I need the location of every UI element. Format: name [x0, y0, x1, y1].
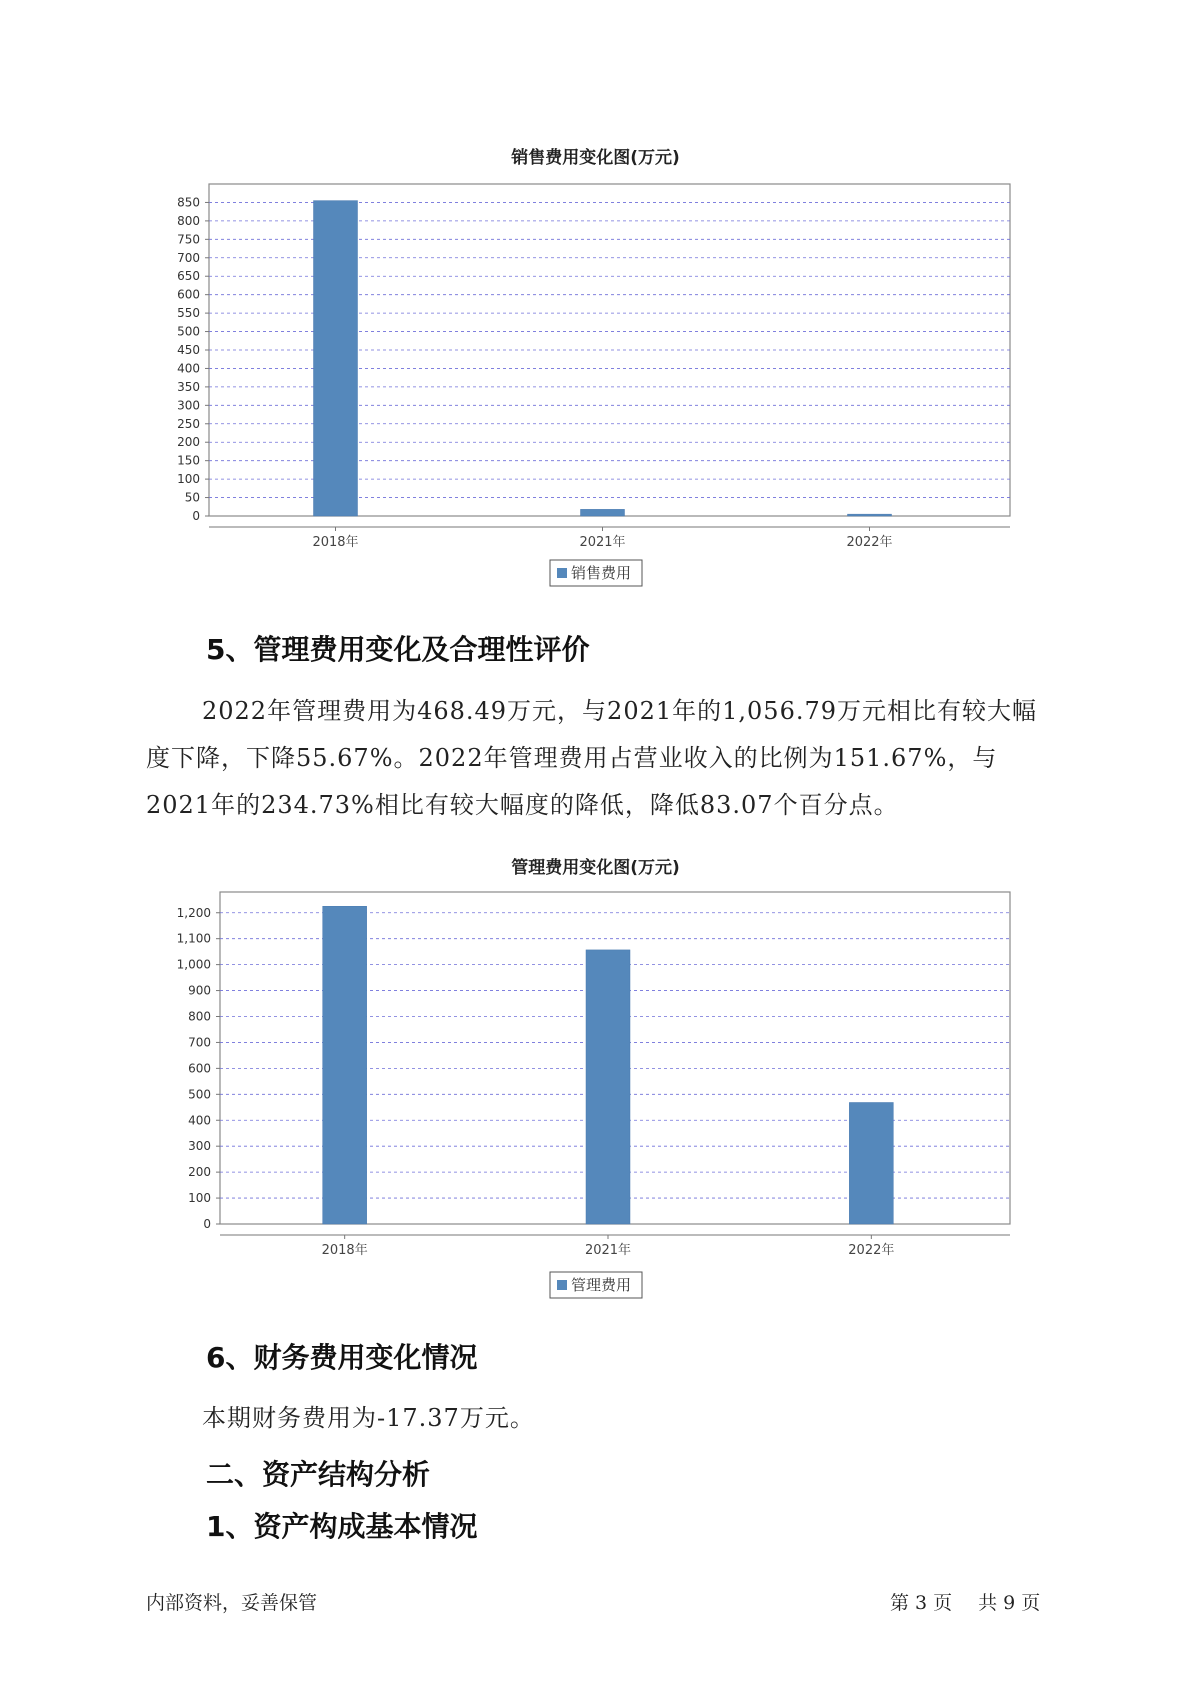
y-tick-label: 1,100	[176, 931, 211, 946]
bar-2022年	[848, 514, 892, 516]
y-tick-label: 300	[188, 1139, 211, 1154]
bar-2018年	[323, 906, 367, 1224]
y-tick-label: 600	[177, 287, 200, 302]
sales-expense-chart	[0, 168, 1191, 582]
section-6-paragraph: 本期财务费用为-17.37万元。	[202, 1404, 535, 1432]
y-tick-label: 450	[177, 343, 200, 357]
y-tick-label: 0	[203, 1217, 211, 1231]
y-tick-label: 250	[177, 416, 200, 431]
chart-title-sales-expense: 销售费用变化图(万元)	[511, 148, 680, 168]
y-tick-label: 400	[188, 1113, 211, 1128]
y-tick-label: 150	[177, 453, 200, 468]
y-tick-label: 500	[177, 324, 200, 339]
y-tick-label: 500	[188, 1087, 211, 1102]
y-tick-label: 600	[188, 1061, 211, 1076]
asset-structure-heading: 二、资产结构分析	[206, 1458, 431, 1491]
total-unit: 页	[1021, 1592, 1041, 1614]
bar-2022年	[849, 1102, 893, 1224]
total-prefix: 共	[978, 1592, 998, 1614]
bar-2021年	[586, 950, 630, 1224]
y-tick-label: 800	[188, 1009, 211, 1024]
legend-label: 销售费用	[571, 564, 632, 582]
x-tick-label: 2022年	[846, 535, 893, 550]
y-tick-label: 50	[184, 490, 200, 505]
x-tick-label: 2021年	[579, 535, 626, 550]
y-tick-label: 0	[192, 509, 200, 523]
y-tick-label: 200	[188, 1165, 211, 1180]
y-tick-label: 750	[177, 232, 200, 247]
x-tick-label: 2018年	[321, 1243, 368, 1258]
page-unit: 页	[933, 1592, 953, 1614]
page-prefix: 第	[890, 1592, 910, 1614]
footer-page-number	[890, 1588, 1046, 1615]
section-5-heading: 5、管理费用变化及合理性评价	[206, 633, 590, 666]
y-tick-label: 350	[177, 379, 200, 394]
x-tick-label: 2021年	[584, 1243, 632, 1258]
section-6-heading: 6、财务费用变化情况	[206, 1341, 478, 1374]
y-tick-label: 1,200	[176, 905, 211, 920]
y-tick-label: 1,000	[176, 957, 211, 972]
legend-swatch	[557, 568, 567, 578]
y-tick-label: 800	[177, 213, 200, 228]
y-tick-label: 200	[177, 435, 200, 450]
section-5-paragraph: 2022年管理费用为468.49万元，与2021年的1,056.79万元相比有较大幅度下降，下降55.67%。2022年管理费用占营业收入的比例为151.67%，与2021年的234.73%相比有较大幅度的降低，降低83.07个百分点。	[146, 697, 1038, 819]
footer-confidential-note: 内部资料，妥善保管	[146, 1592, 318, 1614]
legend-label: 管理费用	[571, 1276, 632, 1294]
y-tick-label: 700	[188, 1035, 211, 1050]
y-tick-label: 650	[177, 269, 200, 284]
bar-2018年	[314, 201, 358, 516]
legend-swatch	[557, 1280, 567, 1290]
y-tick-label: 100	[177, 472, 200, 487]
y-tick-label: 900	[188, 983, 211, 998]
admin-expense-chart	[0, 880, 1191, 1300]
y-tick-label: 550	[177, 306, 200, 321]
y-tick-label: 400	[177, 361, 200, 376]
x-tick-label: 2018年	[312, 535, 359, 550]
y-tick-label: 850	[177, 195, 200, 210]
chart-title-admin-expense: 管理费用变化图(万元)	[511, 858, 680, 878]
asset-composition-heading: 1、资产构成基本情况	[206, 1510, 478, 1543]
y-tick-label: 300	[177, 398, 200, 413]
page-number: 3	[915, 1592, 928, 1614]
y-tick-label: 100	[188, 1191, 211, 1206]
y-tick-label: 700	[177, 250, 200, 265]
bar-2021年	[581, 509, 625, 516]
total-pages: 9	[1003, 1592, 1016, 1614]
x-tick-label: 2022年	[848, 1243, 895, 1258]
